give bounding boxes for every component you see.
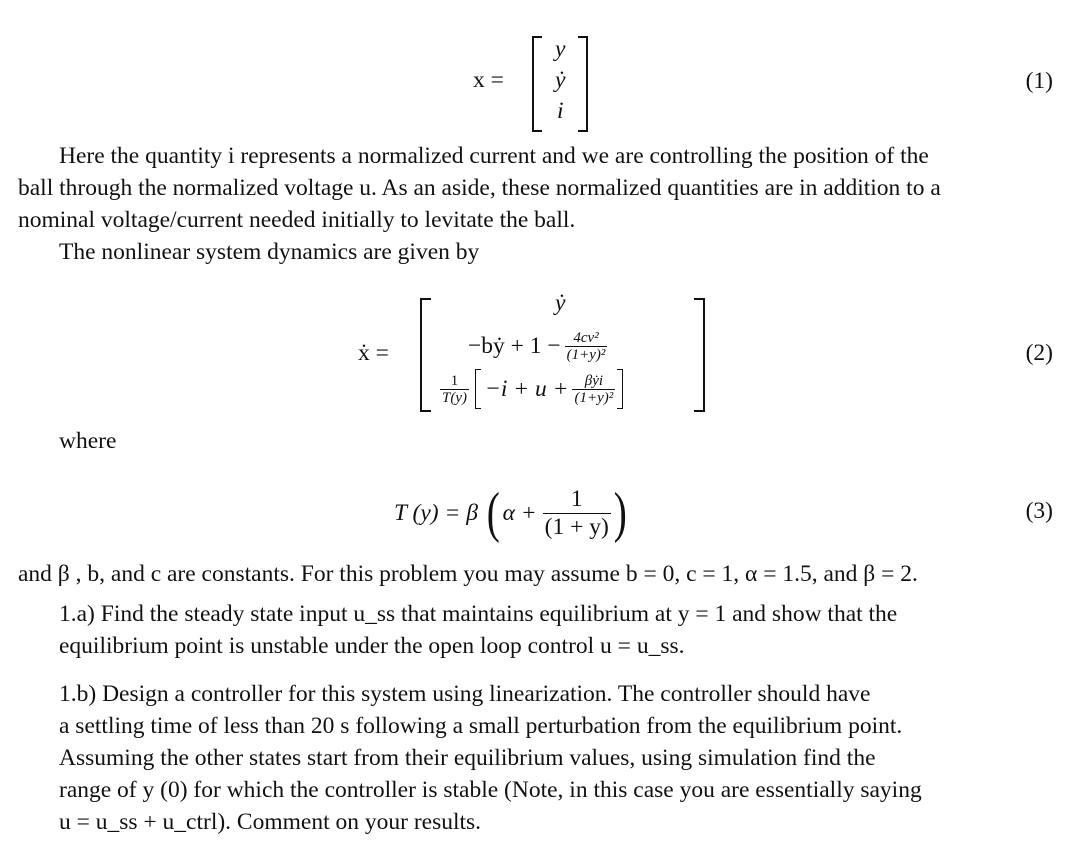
eq2-row-1: ẏ [555,290,566,316]
eq2-row3-fraction [572,373,615,406]
eq2-right-bracket [694,298,705,412]
para1-line-1: Here the quantity i represents a normalized current and we are controlling the position of the [59,143,929,169]
item-1b-line-5: u = u_ss + u_ctrl). Comment on your results. [59,809,482,835]
item-1a-line-2: equilibrium point is unstable under the open loop control u = u_ss. [59,633,685,659]
eq1-number: (1) [1025,68,1053,94]
eq2-left-bracket [420,298,431,412]
item-1b-line-2: a settling time of less than 20 s following a small perturbation from the equilibrium point. [59,713,903,739]
constants-line: and β , b, and c are constants. For this problem you may assume b = 0, c = 1, α = 1.5, and β = 2. [18,561,918,587]
eq2-row3-coef-denominator: T(y) [442,389,467,406]
eq2-number: (2) [1025,340,1053,366]
eq3-body [394,478,629,548]
eq2-inner-left-bracket [475,369,481,409]
item-1b-line-3: Assuming the other states start from their equilibrium values, using simulation find the [59,745,876,771]
eq2-lhs: ẋ = [358,340,389,366]
eq2-row-3 [440,367,623,411]
eq2-row3-coef-numerator: 1 [450,372,459,389]
eq1-row-3: i [557,98,564,124]
eq2-row2-fraction [565,330,608,363]
eq3-numerator: 1 [570,485,583,512]
eq1-left-bracket [532,36,542,132]
eq2-row2-denominator: (1+y)² [566,346,606,363]
eq3-left-paren: ( [486,482,500,544]
eq3-right-paren: ) [613,482,627,544]
eq1-row-1: y [555,36,566,62]
eq2-inner-right-bracket [617,369,623,409]
item-1a-line-1: 1.a) Find the steady state input u_ss that maintains equilibrium at y = 1 and show that the [59,601,898,627]
eq2-row-2 [468,326,607,366]
eq2-row2-left: −bẏ + 1 − [468,332,561,359]
paragraph-2: The nonlinear system dynamics are given by [59,239,480,265]
eq3-number: (3) [1025,498,1053,524]
item-1b-line-4: range of y (0) for which the controller is stable (Note, in this case you are essentially saying [59,777,922,803]
eq2-row2-numerator: 4cv² [573,329,599,346]
where-label: where [59,428,117,454]
eq2-row3-denominator: (1+y)² [574,389,614,406]
eq3-alpha: α + [502,499,537,526]
para1-line-3: nominal voltage/current needed initially to levitate the ball. [18,207,576,233]
eq2-row3-numerator: βẏi [584,372,604,389]
eq1-row-2: ẏ [555,67,566,93]
eq3-lhs: T (y) = β [394,499,478,526]
para1-line-2: ball through the normalized voltage u. As an aside, these normalized quantities are in addition to a [18,175,941,201]
eq2-row3-middle: −i + u + [485,375,569,402]
item-1b-line-1: 1.b) Design a controller for this system using linearization. The controller should have [59,681,871,707]
eq3-fraction [543,486,611,541]
eq1-lhs: x = [473,67,504,93]
eq1-right-bracket [578,36,588,132]
eq2-row3-coefficient [440,373,469,406]
eq3-denominator: (1 + y) [544,513,609,540]
